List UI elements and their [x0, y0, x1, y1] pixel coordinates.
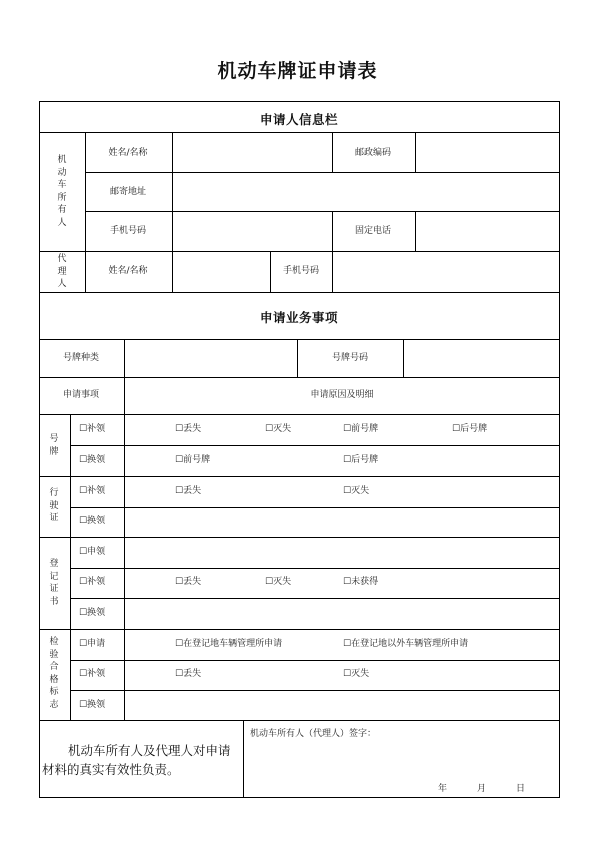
divider	[39, 537, 560, 538]
owner-label: 机动车所有人	[57, 155, 67, 228]
divider	[403, 339, 404, 377]
form-frame	[39, 101, 560, 798]
divider	[70, 690, 560, 691]
address-label: 邮寄地址	[109, 187, 147, 197]
section-header-business: 申请业务事项	[259, 310, 339, 325]
divider	[415, 211, 416, 251]
license-destroyed-checkbox[interactable]: ☐灭失	[343, 486, 370, 496]
plate-lost-checkbox[interactable]: ☐丢失	[175, 424, 202, 434]
license-group-label: 行驶证	[49, 488, 59, 523]
registration-not-obtained-checkbox[interactable]: ☐未获得	[343, 577, 379, 587]
inspection-destroyed-checkbox[interactable]: ☐灭失	[343, 669, 370, 679]
inspection-reissue-checkbox[interactable]: ☐补领	[79, 669, 106, 679]
inspection-apply-checkbox[interactable]: ☐申请	[79, 639, 106, 649]
inspection-group-label: 检验合格标志	[49, 637, 59, 710]
registration-reissue-checkbox[interactable]: ☐补领	[79, 577, 106, 587]
registration-apply-checkbox[interactable]: ☐申领	[79, 547, 106, 557]
divider	[39, 132, 560, 133]
form-title: 机动车牌证申请表	[217, 60, 378, 82]
section-header-applicant: 申请人信息栏	[259, 112, 339, 127]
date-day-label: 日	[516, 784, 526, 794]
postcode-label: 邮政编码	[354, 148, 392, 158]
divider	[70, 568, 560, 569]
divider	[124, 339, 125, 720]
divider	[39, 292, 560, 293]
divider	[39, 720, 560, 721]
plate-rear-checkbox[interactable]: ☐后号牌	[452, 424, 488, 434]
divider	[70, 507, 560, 508]
license-replace-checkbox[interactable]: ☐换领	[79, 516, 106, 526]
divider	[270, 251, 271, 292]
divider	[415, 132, 416, 172]
reason-label: 申请原因及明细	[310, 390, 374, 400]
divider	[70, 445, 560, 446]
plate-type-label: 号牌种类	[62, 353, 100, 363]
divider	[70, 598, 560, 599]
plate-reissue-checkbox[interactable]: ☐补领	[79, 424, 106, 434]
divider	[243, 720, 244, 798]
divider	[85, 211, 560, 212]
signature-label: 机动车所有人（代理人）签字：	[250, 729, 377, 739]
divider	[39, 251, 560, 252]
plate-front-checkbox[interactable]: ☐前号牌	[343, 424, 379, 434]
plate-replace-rear-checkbox[interactable]: ☐后号牌	[343, 455, 379, 465]
divider	[297, 339, 298, 377]
declaration-text: 机动车所有人及代理人对申请材料的真实有效性负责。	[42, 743, 231, 777]
landline-label: 固定电话	[354, 226, 392, 236]
divider	[332, 211, 333, 251]
divider	[85, 132, 86, 292]
divider	[85, 172, 560, 173]
divider	[70, 660, 560, 661]
plate-number-label: 号牌号码	[331, 353, 369, 363]
agent-mobile-label: 手机号码	[282, 266, 320, 276]
divider	[39, 339, 560, 340]
plate-destroyed-checkbox[interactable]: ☐灭失	[265, 424, 292, 434]
owner-name-label: 姓名/名称	[108, 148, 148, 158]
registration-replace-checkbox[interactable]: ☐换领	[79, 608, 106, 618]
mobile-label: 手机号码	[109, 226, 147, 236]
inspection-local-checkbox[interactable]: ☐在登记地车辆管理所申请	[175, 639, 283, 649]
divider	[39, 414, 560, 415]
date-year-label: 年	[438, 784, 448, 794]
plate-replace-front-checkbox[interactable]: ☐前号牌	[175, 455, 211, 465]
agent-name-label: 姓名/名称	[108, 266, 148, 276]
inspection-replace-checkbox[interactable]: ☐换领	[79, 700, 106, 710]
divider	[172, 132, 173, 292]
divider	[332, 132, 333, 172]
license-reissue-checkbox[interactable]: ☐补领	[79, 486, 106, 496]
inspection-remote-checkbox[interactable]: ☐在登记地以外车辆管理所申请	[343, 639, 469, 649]
item-label: 申请事项	[62, 390, 100, 400]
inspection-lost-checkbox[interactable]: ☐丢失	[175, 669, 202, 679]
divider	[39, 629, 560, 630]
agent-label: 代理人	[57, 254, 67, 289]
registration-group-label: 登记证书	[49, 559, 59, 607]
plate-replace-checkbox[interactable]: ☐换领	[79, 455, 106, 465]
divider	[332, 251, 333, 292]
plate-group-label: 号牌	[49, 434, 59, 457]
registration-lost-checkbox[interactable]: ☐丢失	[175, 577, 202, 587]
registration-destroyed-checkbox[interactable]: ☐灭失	[265, 577, 292, 587]
license-lost-checkbox[interactable]: ☐丢失	[175, 486, 202, 496]
divider	[39, 476, 560, 477]
date-month-label: 月	[477, 784, 487, 794]
divider	[39, 377, 560, 378]
divider	[70, 414, 71, 720]
